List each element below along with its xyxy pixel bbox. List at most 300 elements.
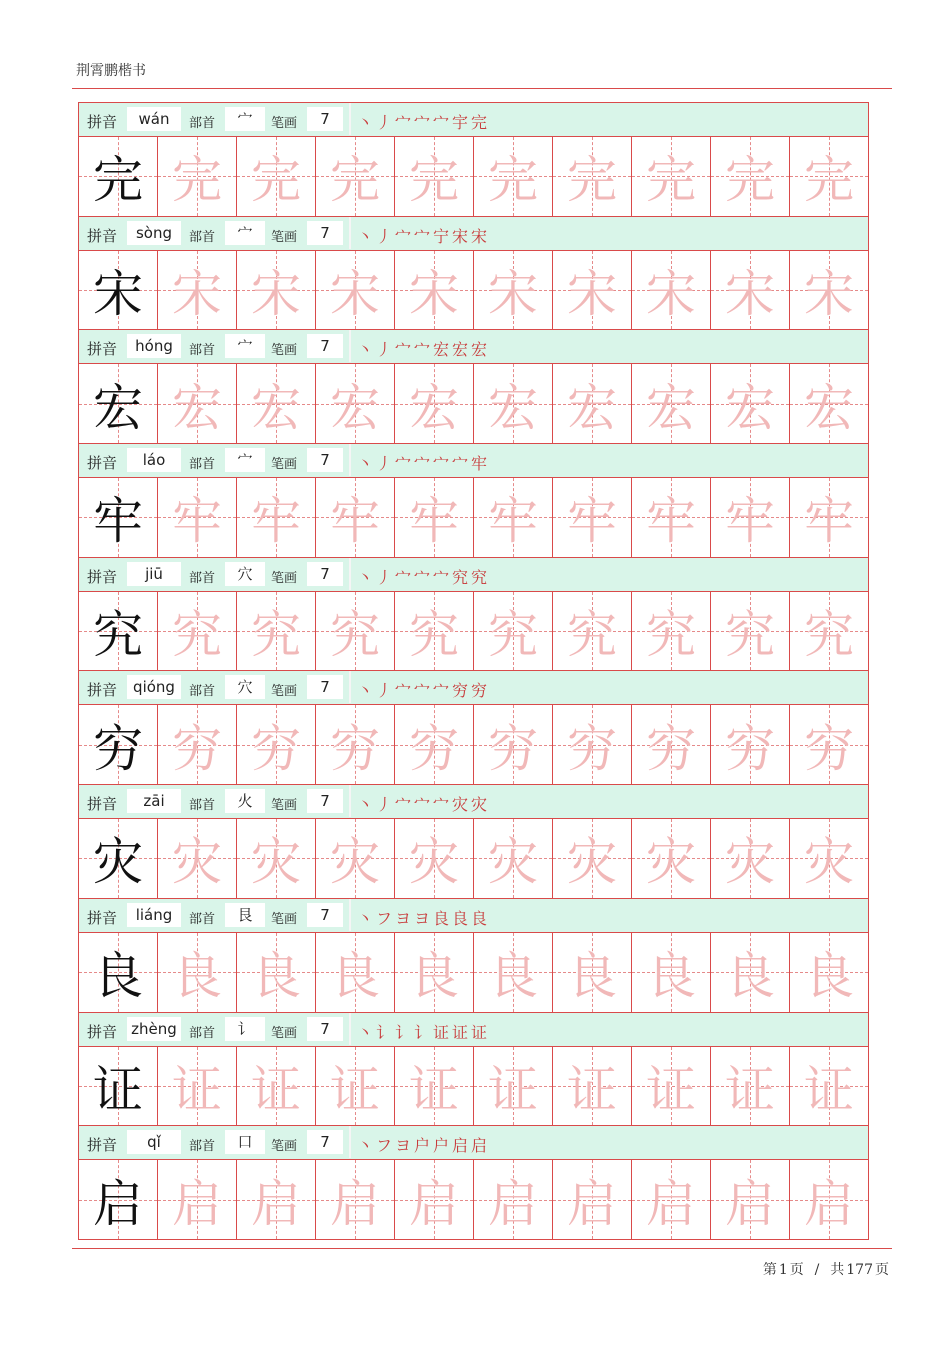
trace-character: 牢 bbox=[567, 492, 617, 551]
character-block bbox=[79, 898, 868, 1012]
model-character: 良 bbox=[93, 947, 143, 1006]
trace-character: 穷 bbox=[330, 719, 380, 778]
character-block bbox=[79, 784, 868, 898]
trace-character: 证 bbox=[409, 1060, 459, 1119]
trace-character: 证 bbox=[330, 1060, 380, 1119]
pinyin-value: wán bbox=[127, 107, 181, 131]
pinyin-label: 拼音 bbox=[87, 908, 118, 927]
pinyin-label: 拼音 bbox=[87, 567, 118, 586]
trace-cell bbox=[631, 592, 710, 671]
trace-character: 良 bbox=[646, 947, 696, 1006]
trace-character: 宋 bbox=[330, 265, 380, 324]
radical-value: 宀 bbox=[225, 448, 265, 472]
radical-label: 部首 bbox=[189, 1139, 216, 1155]
practice-grid-row bbox=[79, 932, 868, 1012]
character-info-bar bbox=[79, 557, 868, 591]
radical-value: 讠 bbox=[225, 1017, 265, 1041]
radical-label: 部首 bbox=[189, 798, 216, 814]
strokes-label: 笔画 bbox=[271, 684, 298, 700]
trace-character: 完 bbox=[725, 151, 775, 210]
strokes-value: 7 bbox=[307, 903, 343, 927]
trace-cell bbox=[236, 1160, 315, 1239]
pinyin-label: 拼音 bbox=[87, 340, 118, 359]
strokes-value: 7 bbox=[307, 448, 343, 472]
info-separator bbox=[349, 558, 351, 590]
character-info-bar bbox=[79, 216, 868, 250]
practice-sheet bbox=[78, 102, 869, 1240]
trace-character: 牢 bbox=[251, 492, 301, 551]
radical-label: 部首 bbox=[189, 343, 216, 359]
character-info-bar bbox=[79, 898, 868, 932]
character-info-bar bbox=[79, 102, 868, 136]
trace-character: 宋 bbox=[804, 265, 854, 324]
trace-character: 宋 bbox=[251, 265, 301, 324]
trace-cell bbox=[394, 933, 473, 1012]
trace-cell bbox=[315, 933, 394, 1012]
trace-character: 牢 bbox=[409, 492, 459, 551]
trace-character: 究 bbox=[330, 606, 380, 665]
trace-character: 启 bbox=[804, 1174, 854, 1233]
trace-cell bbox=[710, 251, 789, 330]
trace-character: 启 bbox=[409, 1174, 459, 1233]
trace-character: 灾 bbox=[330, 833, 380, 892]
trace-character: 穷 bbox=[409, 719, 459, 778]
trace-character: 究 bbox=[646, 606, 696, 665]
radical-value: 宀 bbox=[225, 334, 265, 358]
trace-cell bbox=[473, 819, 552, 898]
character-block bbox=[79, 670, 868, 784]
trace-cell bbox=[710, 1047, 789, 1126]
trace-cell bbox=[631, 1047, 710, 1126]
trace-cell bbox=[157, 137, 236, 216]
practice-grid-row bbox=[79, 1046, 868, 1126]
trace-cell bbox=[631, 137, 710, 216]
pinyin-label: 拼音 bbox=[87, 795, 118, 814]
pinyin-label: 拼音 bbox=[87, 454, 118, 473]
trace-cell bbox=[236, 705, 315, 784]
page-current: 1 bbox=[778, 1262, 788, 1278]
trace-cell bbox=[394, 478, 473, 557]
strokes-value: 7 bbox=[307, 789, 343, 813]
trace-cell bbox=[789, 933, 868, 1012]
strokes-label: 笔画 bbox=[271, 1139, 298, 1155]
radical-value: 口 bbox=[225, 1130, 265, 1154]
radical-value: 穴 bbox=[225, 675, 265, 699]
trace-cell bbox=[157, 705, 236, 784]
trace-character: 穷 bbox=[488, 719, 538, 778]
practice-grid-row bbox=[79, 591, 868, 671]
character-info-bar bbox=[79, 784, 868, 818]
trace-character: 完 bbox=[488, 151, 538, 210]
radical-value: 艮 bbox=[225, 903, 265, 927]
pinyin-value: qǐ bbox=[127, 1130, 181, 1154]
trace-cell bbox=[315, 705, 394, 784]
model-cell bbox=[79, 705, 157, 784]
trace-character: 证 bbox=[251, 1060, 301, 1119]
pinyin-value: liáng bbox=[127, 903, 181, 927]
trace-character: 启 bbox=[725, 1174, 775, 1233]
trace-cell bbox=[473, 364, 552, 443]
trace-character: 完 bbox=[172, 151, 222, 210]
trace-cell bbox=[394, 251, 473, 330]
pinyin-value: zāi bbox=[127, 789, 181, 813]
trace-cell bbox=[473, 933, 552, 1012]
trace-cell bbox=[157, 1047, 236, 1126]
trace-character: 启 bbox=[646, 1174, 696, 1233]
trace-character: 牢 bbox=[725, 492, 775, 551]
trace-character: 良 bbox=[725, 947, 775, 1006]
trace-cell bbox=[394, 364, 473, 443]
stroke-order: 丶讠讠讠证证证 bbox=[357, 1022, 491, 1042]
practice-grid-row bbox=[79, 477, 868, 557]
info-separator bbox=[349, 785, 351, 817]
trace-cell bbox=[631, 705, 710, 784]
radical-label: 部首 bbox=[189, 229, 216, 245]
strokes-label: 笔画 bbox=[271, 116, 298, 131]
trace-character: 宏 bbox=[330, 378, 380, 437]
model-character: 灾 bbox=[93, 833, 143, 892]
trace-character: 良 bbox=[567, 947, 617, 1006]
page-suffix: 页 bbox=[789, 1262, 804, 1278]
trace-character: 宋 bbox=[646, 265, 696, 324]
trace-cell bbox=[157, 819, 236, 898]
trace-cell bbox=[789, 251, 868, 330]
trace-character: 究 bbox=[409, 606, 459, 665]
model-cell bbox=[79, 933, 157, 1012]
trace-cell bbox=[394, 137, 473, 216]
strokes-value: 7 bbox=[307, 107, 343, 131]
info-separator bbox=[349, 671, 351, 703]
model-cell bbox=[79, 478, 157, 557]
pinyin-value: qióng bbox=[127, 675, 181, 699]
trace-cell bbox=[552, 364, 631, 443]
trace-character: 灾 bbox=[488, 833, 538, 892]
character-info-bar bbox=[79, 1012, 868, 1046]
character-info-bar bbox=[79, 1125, 868, 1159]
total-prefix: 共 bbox=[830, 1262, 845, 1278]
trace-character: 宏 bbox=[172, 378, 222, 437]
trace-cell bbox=[315, 478, 394, 557]
trace-character: 穷 bbox=[804, 719, 854, 778]
trace-cell bbox=[157, 478, 236, 557]
radical-label: 部首 bbox=[189, 116, 216, 131]
strokes-label: 笔画 bbox=[271, 229, 298, 245]
model-character: 穷 bbox=[93, 719, 143, 778]
trace-character: 证 bbox=[567, 1060, 617, 1119]
trace-cell bbox=[552, 478, 631, 557]
trace-character: 穷 bbox=[646, 719, 696, 778]
info-separator bbox=[349, 103, 351, 135]
trace-cell bbox=[710, 137, 789, 216]
trace-cell bbox=[236, 933, 315, 1012]
trace-character: 完 bbox=[646, 151, 696, 210]
trace-cell bbox=[552, 705, 631, 784]
trace-character: 灾 bbox=[251, 833, 301, 892]
stroke-order: 丶丿宀宀宀究究 bbox=[357, 567, 491, 587]
trace-cell bbox=[631, 1160, 710, 1239]
page-prefix: 第 bbox=[762, 1262, 777, 1278]
trace-cell bbox=[315, 364, 394, 443]
trace-character: 灾 bbox=[804, 833, 854, 892]
trace-cell bbox=[631, 364, 710, 443]
practice-grid-row bbox=[79, 818, 868, 898]
model-character: 证 bbox=[93, 1060, 143, 1119]
trace-cell bbox=[236, 1047, 315, 1126]
practice-grid-row bbox=[79, 704, 868, 784]
trace-character: 灾 bbox=[172, 833, 222, 892]
character-block bbox=[79, 329, 868, 443]
trace-cell bbox=[631, 933, 710, 1012]
trace-cell bbox=[394, 1047, 473, 1126]
model-character: 启 bbox=[93, 1174, 143, 1233]
trace-character: 完 bbox=[567, 151, 617, 210]
trace-cell bbox=[552, 819, 631, 898]
trace-cell bbox=[315, 251, 394, 330]
trace-cell bbox=[789, 478, 868, 557]
trace-character: 宏 bbox=[725, 378, 775, 437]
trace-character: 证 bbox=[172, 1060, 222, 1119]
trace-character: 灾 bbox=[567, 833, 617, 892]
trace-cell bbox=[315, 819, 394, 898]
radical-label: 部首 bbox=[189, 457, 216, 473]
trace-character: 究 bbox=[172, 606, 222, 665]
trace-cell bbox=[789, 705, 868, 784]
trace-character: 完 bbox=[330, 151, 380, 210]
trace-character: 宋 bbox=[172, 265, 222, 324]
trace-character: 究 bbox=[488, 606, 538, 665]
trace-character: 灾 bbox=[646, 833, 696, 892]
character-info-bar bbox=[79, 443, 868, 477]
trace-cell bbox=[710, 933, 789, 1012]
strokes-value: 7 bbox=[307, 562, 343, 586]
trace-character: 灾 bbox=[725, 833, 775, 892]
trace-cell bbox=[552, 137, 631, 216]
total-suffix: 页 bbox=[875, 1262, 889, 1278]
trace-cell bbox=[157, 251, 236, 330]
trace-cell bbox=[473, 478, 552, 557]
radical-label: 部首 bbox=[189, 684, 216, 700]
trace-character: 完 bbox=[251, 151, 301, 210]
pinyin-value: zhèng bbox=[127, 1017, 181, 1041]
trace-cell bbox=[473, 251, 552, 330]
trace-cell bbox=[473, 592, 552, 671]
trace-cell bbox=[552, 1047, 631, 1126]
strokes-label: 笔画 bbox=[271, 343, 298, 359]
trace-character: 完 bbox=[804, 151, 854, 210]
trace-character: 穷 bbox=[567, 719, 617, 778]
trace-cell bbox=[394, 819, 473, 898]
trace-cell bbox=[710, 592, 789, 671]
strokes-label: 笔画 bbox=[271, 911, 298, 927]
trace-cell bbox=[710, 1160, 789, 1239]
trace-cell bbox=[236, 819, 315, 898]
info-separator bbox=[349, 899, 351, 931]
trace-character: 良 bbox=[172, 947, 222, 1006]
trace-cell bbox=[552, 1160, 631, 1239]
strokes-value: 7 bbox=[307, 334, 343, 358]
model-cell bbox=[79, 819, 157, 898]
model-character: 究 bbox=[93, 606, 143, 665]
trace-character: 良 bbox=[409, 947, 459, 1006]
trace-character: 良 bbox=[330, 947, 380, 1006]
model-cell bbox=[79, 364, 157, 443]
strokes-label: 笔画 bbox=[271, 457, 298, 473]
pinyin-label: 拼音 bbox=[87, 226, 118, 245]
trace-cell bbox=[631, 251, 710, 330]
trace-character: 良 bbox=[488, 947, 538, 1006]
footer-divider bbox=[72, 1248, 892, 1249]
trace-character: 穷 bbox=[251, 719, 301, 778]
trace-cell bbox=[236, 364, 315, 443]
trace-cell bbox=[394, 1160, 473, 1239]
trace-cell bbox=[157, 364, 236, 443]
strokes-value: 7 bbox=[307, 1017, 343, 1041]
pinyin-label: 拼音 bbox=[87, 1022, 118, 1041]
page-indicator bbox=[762, 1259, 890, 1279]
strokes-label: 笔画 bbox=[271, 1025, 298, 1041]
radical-value: 火 bbox=[225, 789, 265, 813]
trace-character: 启 bbox=[251, 1174, 301, 1233]
trace-cell bbox=[315, 1047, 394, 1126]
trace-cell bbox=[552, 251, 631, 330]
trace-cell bbox=[236, 137, 315, 216]
strokes-value: 7 bbox=[307, 675, 343, 699]
trace-character: 宏 bbox=[409, 378, 459, 437]
trace-cell bbox=[552, 933, 631, 1012]
trace-cell bbox=[315, 137, 394, 216]
trace-cell bbox=[552, 592, 631, 671]
total-pages: 177 bbox=[846, 1262, 873, 1278]
practice-grid-row bbox=[79, 1159, 868, 1239]
radical-label: 部首 bbox=[189, 1025, 216, 1041]
stroke-order: 丶丿宀宀宀宀牢 bbox=[357, 454, 491, 474]
strokes-label: 笔画 bbox=[271, 798, 298, 814]
trace-character: 灾 bbox=[409, 833, 459, 892]
trace-cell bbox=[315, 592, 394, 671]
header-divider bbox=[72, 88, 892, 89]
trace-cell bbox=[789, 1047, 868, 1126]
trace-character: 启 bbox=[172, 1174, 222, 1233]
pinyin-label: 拼音 bbox=[87, 113, 118, 131]
trace-character: 宏 bbox=[567, 378, 617, 437]
trace-character: 证 bbox=[646, 1060, 696, 1119]
radical-value: 穴 bbox=[225, 562, 265, 586]
practice-grid-row bbox=[79, 363, 868, 443]
model-cell bbox=[79, 592, 157, 671]
trace-cell bbox=[473, 137, 552, 216]
strokes-value: 7 bbox=[307, 221, 343, 245]
character-info-bar bbox=[79, 670, 868, 704]
character-info-bar bbox=[79, 329, 868, 363]
stroke-order: 丶丿宀宀宁宋宋 bbox=[357, 226, 491, 246]
model-character: 完 bbox=[93, 151, 143, 210]
trace-character: 宏 bbox=[804, 378, 854, 437]
model-cell bbox=[79, 137, 157, 216]
pinyin-value: hóng bbox=[127, 334, 181, 358]
stroke-order: 丶フヨ户户启启 bbox=[357, 1136, 491, 1156]
stroke-order: 丶丿宀宀宀穷穷 bbox=[357, 681, 491, 701]
trace-cell bbox=[710, 705, 789, 784]
trace-cell bbox=[236, 478, 315, 557]
strokes-label: 笔画 bbox=[271, 570, 298, 586]
trace-cell bbox=[710, 478, 789, 557]
info-separator bbox=[349, 330, 351, 362]
trace-cell bbox=[315, 1160, 394, 1239]
model-cell bbox=[79, 251, 157, 330]
trace-cell bbox=[473, 705, 552, 784]
info-separator bbox=[349, 1013, 351, 1045]
radical-label: 部首 bbox=[189, 570, 216, 586]
trace-cell bbox=[473, 1160, 552, 1239]
pinyin-value: jiū bbox=[127, 562, 181, 586]
trace-character: 牢 bbox=[804, 492, 854, 551]
info-separator bbox=[349, 444, 351, 476]
trace-character: 牢 bbox=[488, 492, 538, 551]
radical-value: 宀 bbox=[225, 107, 265, 131]
trace-character: 穷 bbox=[725, 719, 775, 778]
trace-cell bbox=[631, 819, 710, 898]
model-character: 宏 bbox=[93, 378, 143, 437]
model-cell bbox=[79, 1047, 157, 1126]
trace-character: 究 bbox=[251, 606, 301, 665]
trace-cell bbox=[631, 478, 710, 557]
trace-character: 启 bbox=[488, 1174, 538, 1233]
radical-value: 宀 bbox=[225, 221, 265, 245]
trace-character: 宏 bbox=[488, 378, 538, 437]
trace-cell bbox=[394, 592, 473, 671]
practice-grid-row bbox=[79, 250, 868, 330]
trace-character: 宏 bbox=[646, 378, 696, 437]
trace-character: 良 bbox=[804, 947, 854, 1006]
trace-cell bbox=[236, 251, 315, 330]
trace-cell bbox=[394, 705, 473, 784]
trace-character: 穷 bbox=[172, 719, 222, 778]
pinyin-label: 拼音 bbox=[87, 1136, 118, 1155]
trace-character: 宋 bbox=[567, 265, 617, 324]
trace-cell bbox=[789, 1160, 868, 1239]
info-separator bbox=[349, 1126, 351, 1158]
character-block bbox=[79, 557, 868, 671]
stroke-order: 丶フヨヨ良良良 bbox=[357, 908, 491, 928]
trace-character: 启 bbox=[567, 1174, 617, 1233]
trace-character: 证 bbox=[488, 1060, 538, 1119]
document-title: 荆霄鹏楷书 bbox=[76, 63, 146, 79]
trace-character: 牢 bbox=[172, 492, 222, 551]
stroke-order: 丶丿宀宀宀宇完 bbox=[357, 113, 491, 132]
trace-character: 究 bbox=[804, 606, 854, 665]
trace-cell bbox=[710, 819, 789, 898]
trace-character: 宋 bbox=[725, 265, 775, 324]
trace-character: 宏 bbox=[251, 378, 301, 437]
model-cell bbox=[79, 1160, 157, 1239]
trace-cell bbox=[157, 592, 236, 671]
character-block bbox=[79, 216, 868, 330]
radical-label: 部首 bbox=[189, 911, 216, 927]
strokes-value: 7 bbox=[307, 1130, 343, 1154]
trace-cell bbox=[789, 364, 868, 443]
stroke-order: 丶丿宀宀宏宏宏 bbox=[357, 340, 491, 360]
info-separator bbox=[349, 217, 351, 249]
pinyin-label: 拼音 bbox=[87, 681, 118, 700]
character-block bbox=[79, 1125, 868, 1239]
trace-cell bbox=[236, 592, 315, 671]
trace-character: 完 bbox=[409, 151, 459, 210]
trace-character: 究 bbox=[567, 606, 617, 665]
pinyin-value: sòng bbox=[127, 221, 181, 245]
trace-character: 启 bbox=[330, 1174, 380, 1233]
trace-cell bbox=[789, 819, 868, 898]
model-character: 牢 bbox=[93, 492, 143, 551]
